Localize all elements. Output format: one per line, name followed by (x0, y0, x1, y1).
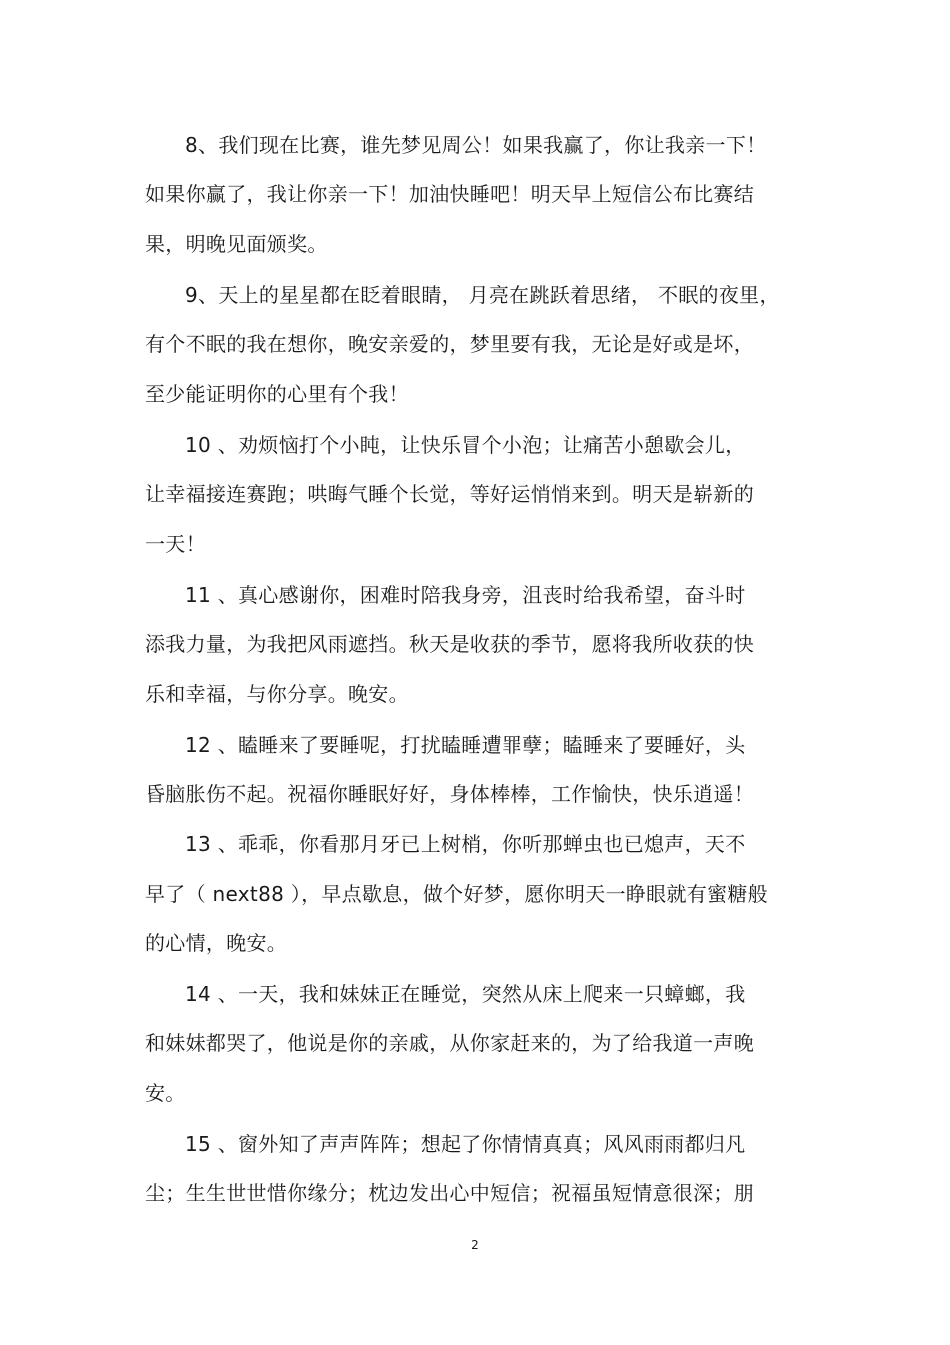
paragraph-11-line-3: 乐和幸福，与你分享。晚安。 (145, 682, 409, 706)
paragraph-15-line-2: 尘；生生世世惜你缘分；枕边发出心中短信；祝福虽短情意很深；朋 (145, 1181, 754, 1205)
paragraph-10-line-3: 一天！ (145, 532, 206, 556)
paragraph-13-line-2: 早了（ next88 ），早点歇息，做个好梦，愿你明天一睁眼就有蜜糖般 (145, 882, 768, 906)
paragraph-13-line-3: 的心情，晚安。 (145, 931, 288, 955)
paragraph-8-line-3: 果，明晚见面颁奖。 (145, 232, 328, 256)
paragraph-8-line-2: 如果你赢了，我让你亲一下！加油快睡吧！明天早上短信公布比赛结 (145, 182, 754, 206)
page-number: 2 (471, 1238, 479, 1252)
paragraph-10-line-2: 让幸福接连赛跑；哄晦气睡个长觉，等好运悄悄来到。明天是崭新的 (145, 482, 754, 506)
paragraph-10-line-1: 10 、劝烦恼打个小盹，让快乐冒个小泡；让痛苦小憩歇会儿， (185, 433, 746, 457)
paragraph-11-line-2: 添我力量，为我把风雨遮挡。秋天是收获的季节，愿将我所收获的快 (145, 632, 754, 656)
paragraph-14-line-3: 安。 (145, 1081, 186, 1105)
paragraph-12-line-2: 昏脑胀伤不起。祝福你睡眠好好，身体棒棒，工作愉快，快乐逍遥！ (145, 782, 754, 806)
paragraph-9-line-3: 至少能证明你的心里有个我！ (145, 382, 409, 406)
paragraph-9-line-1: 9、天上的星星都在眨着眼睛， 月亮在跳跃着思绪， 不眠的夜里， (185, 283, 780, 307)
paragraph-13-line-1: 13 、乖乖，你看那月牙已上树梢，你听那蝉虫也已熄声，天不 (185, 832, 746, 856)
paragraph-14-line-2: 和妹妹都哭了，他说是你的亲戚，从你家赶来的，为了给我道一声晚 (145, 1031, 754, 1055)
paragraph-9-line-2: 有个不眠的我在想你，晚安亲爱的，梦里要有我，无论是好或是坏， (145, 332, 754, 356)
paragraph-15-line-1: 15 、窗外知了声声阵阵；想起了你情情真真；风风雨雨都归凡 (185, 1132, 746, 1156)
paragraph-14-line-1: 14 、一天，我和妹妹正在睡觉，突然从床上爬来一只蟑螂，我 (185, 982, 746, 1006)
paragraph-12-line-1: 12 、瞌睡来了要睡呢，打扰瞌睡遭罪孽；瞌睡来了要睡好，头 (185, 733, 746, 757)
paragraph-11-line-1: 11 、真心感谢你，困难时陪我身旁，沮丧时给我希望，奋斗时 (185, 583, 746, 607)
paragraph-8-line-1: 8、我们现在比赛，谁先梦见周公！如果我赢了，你让我亲一下！ (185, 133, 767, 157)
